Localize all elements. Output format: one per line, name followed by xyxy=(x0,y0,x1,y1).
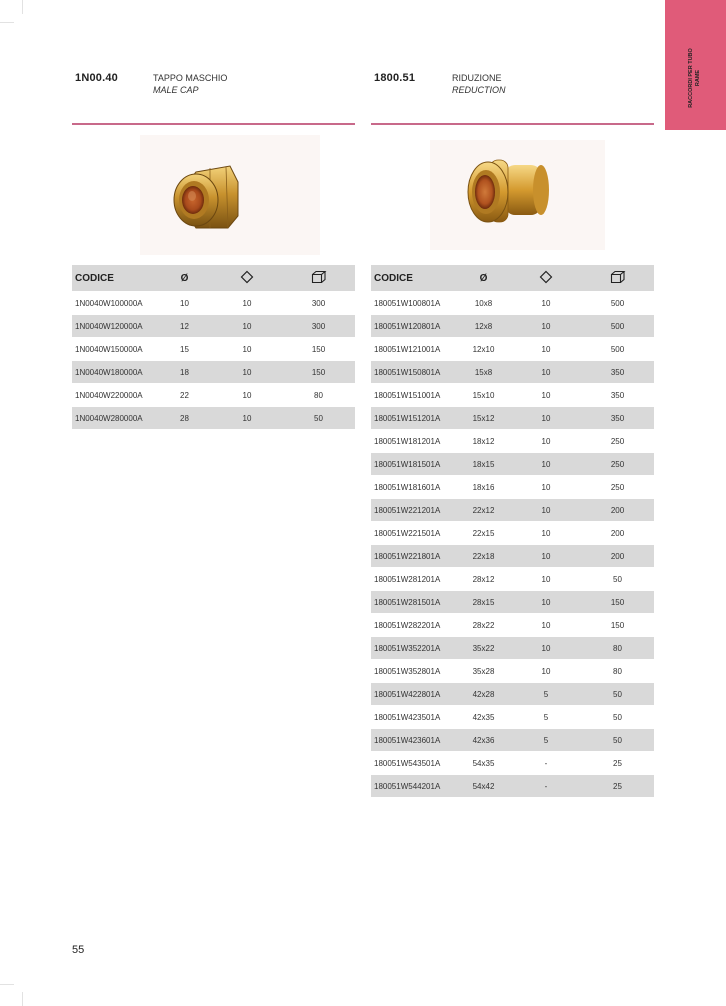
cell-diameter: 10x8 xyxy=(456,292,511,315)
cell-diameter: 18x12 xyxy=(456,430,511,453)
cell-codice: 180051W120801A xyxy=(371,315,456,338)
cell-diameter: 22x12 xyxy=(456,499,511,522)
product-name-it: RIDUZIONE xyxy=(452,73,502,83)
cell-codice: 180051W423501A xyxy=(371,706,456,729)
inner-box-icon xyxy=(511,265,581,292)
header-divider xyxy=(72,123,355,125)
inner-box-icon xyxy=(212,265,282,292)
column-header-diameter: Ø xyxy=(157,265,212,292)
cell-inner-pack: 10 xyxy=(511,568,581,591)
table-row xyxy=(371,568,654,591)
table-row xyxy=(371,453,654,476)
cell-diameter: 15x8 xyxy=(456,361,511,384)
cell-diameter: 15x12 xyxy=(456,407,511,430)
product-name-it: TAPPO MASCHIO xyxy=(153,73,228,83)
cell-codice: 180051W281201A xyxy=(371,568,456,591)
male-cap-spec-table xyxy=(72,265,355,430)
cell-outer-pack: 150 xyxy=(282,338,355,361)
cell-inner-pack: 10 xyxy=(212,338,282,361)
cell-outer-pack: 50 xyxy=(282,407,355,430)
product-name-en: MALE CAP xyxy=(153,85,199,95)
cell-inner-pack: 10 xyxy=(511,338,581,361)
cell-inner-pack: 10 xyxy=(511,637,581,660)
cell-outer-pack: 150 xyxy=(282,361,355,384)
cell-outer-pack: 80 xyxy=(581,660,654,683)
cell-codice: 1N0040W100000A xyxy=(72,292,157,315)
cell-codice: 180051W151001A xyxy=(371,384,456,407)
cell-diameter: 18x15 xyxy=(456,453,511,476)
cell-codice: 180051W121001A xyxy=(371,338,456,361)
cell-codice: 180051W352201A xyxy=(371,637,456,660)
cell-codice: 1N0040W280000A xyxy=(72,407,157,430)
cell-inner-pack: 10 xyxy=(511,545,581,568)
table-row xyxy=(371,614,654,637)
cell-outer-pack: 250 xyxy=(581,430,654,453)
cell-inner-pack: 10 xyxy=(511,660,581,683)
table-row xyxy=(371,775,654,798)
cell-diameter: 28x12 xyxy=(456,568,511,591)
table-row xyxy=(371,591,654,614)
cell-inner-pack: 10 xyxy=(511,430,581,453)
cell-inner-pack: 10 xyxy=(511,476,581,499)
cell-inner-pack: 10 xyxy=(212,315,282,338)
cell-outer-pack: 80 xyxy=(581,637,654,660)
cell-inner-pack: - xyxy=(511,775,581,798)
cell-inner-pack: 10 xyxy=(511,407,581,430)
table-row xyxy=(371,706,654,729)
cell-inner-pack: 10 xyxy=(212,407,282,430)
cell-inner-pack: 10 xyxy=(511,315,581,338)
table-row xyxy=(371,752,654,775)
cell-diameter: 28x15 xyxy=(456,591,511,614)
table-header-row xyxy=(72,265,355,292)
cell-codice: 180051W423601A xyxy=(371,729,456,752)
cell-inner-pack: 10 xyxy=(212,361,282,384)
table-row xyxy=(371,660,654,683)
table-row xyxy=(371,476,654,499)
cell-inner-pack: 10 xyxy=(511,614,581,637)
cell-diameter: 18x16 xyxy=(456,476,511,499)
cell-diameter: 12x8 xyxy=(456,315,511,338)
cell-codice: 180051W282201A xyxy=(371,614,456,637)
table-row xyxy=(72,384,355,407)
cell-outer-pack: 300 xyxy=(282,292,355,315)
cell-inner-pack: 10 xyxy=(212,384,282,407)
cell-diameter: 22 xyxy=(157,384,212,407)
cell-inner-pack: 10 xyxy=(511,384,581,407)
cell-diameter: 12x10 xyxy=(456,338,511,361)
cell-outer-pack: 50 xyxy=(581,683,654,706)
cell-codice: 180051W181201A xyxy=(371,430,456,453)
cell-outer-pack: 25 xyxy=(581,752,654,775)
header-divider xyxy=(371,123,654,125)
cell-outer-pack: 25 xyxy=(581,775,654,798)
outer-box-icon xyxy=(282,265,355,292)
cell-outer-pack: 80 xyxy=(282,384,355,407)
cell-codice: 180051W150801A xyxy=(371,361,456,384)
cell-codice: 180051W181501A xyxy=(371,453,456,476)
table-row xyxy=(72,361,355,384)
cell-outer-pack: 50 xyxy=(581,706,654,729)
table-row xyxy=(72,338,355,361)
cell-outer-pack: 350 xyxy=(581,361,654,384)
table-row xyxy=(371,499,654,522)
cell-diameter: 35x28 xyxy=(456,660,511,683)
product-code: 1800.51 xyxy=(374,72,416,84)
column-header-codice: CODICE xyxy=(72,265,157,292)
cell-outer-pack: 250 xyxy=(581,476,654,499)
cell-inner-pack: 5 xyxy=(511,706,581,729)
cell-diameter: 15 xyxy=(157,338,212,361)
cell-outer-pack: 500 xyxy=(581,292,654,315)
cell-codice: 180051W100801A xyxy=(371,292,456,315)
cell-codice: 180051W151201A xyxy=(371,407,456,430)
table-row xyxy=(371,683,654,706)
cell-outer-pack: 50 xyxy=(581,568,654,591)
cell-outer-pack: 200 xyxy=(581,499,654,522)
page-number: 55 xyxy=(72,944,85,956)
table-row xyxy=(371,407,654,430)
cell-inner-pack: 10 xyxy=(511,591,581,614)
cell-diameter: 15x10 xyxy=(456,384,511,407)
cell-outer-pack: 350 xyxy=(581,384,654,407)
cell-codice: 180051W422801A xyxy=(371,683,456,706)
cell-inner-pack: 10 xyxy=(511,453,581,476)
cell-outer-pack: 200 xyxy=(581,522,654,545)
cell-outer-pack: 250 xyxy=(581,453,654,476)
cell-codice: 1N0040W180000A xyxy=(72,361,157,384)
cell-codice: 180051W221201A xyxy=(371,499,456,522)
cell-codice: 1N0040W120000A xyxy=(72,315,157,338)
cell-inner-pack: 10 xyxy=(511,499,581,522)
cell-diameter: 22x15 xyxy=(456,522,511,545)
cell-inner-pack: 5 xyxy=(511,729,581,752)
table-row xyxy=(371,338,654,361)
cell-codice: 180051W543501A xyxy=(371,752,456,775)
cell-diameter: 35x22 xyxy=(456,637,511,660)
cell-inner-pack: 10 xyxy=(212,292,282,315)
cell-diameter: 42x35 xyxy=(456,706,511,729)
cell-codice: 180051W181601A xyxy=(371,476,456,499)
table-row xyxy=(371,430,654,453)
table-row xyxy=(371,637,654,660)
cell-outer-pack: 50 xyxy=(581,729,654,752)
cell-codice: 1N0040W150000A xyxy=(72,338,157,361)
cell-codice: 1N0040W220000A xyxy=(72,384,157,407)
product-name-en: REDUCTION xyxy=(452,85,506,95)
reduction-spec-table xyxy=(371,265,654,798)
cell-diameter: 42x28 xyxy=(456,683,511,706)
cell-codice: 180051W221501A xyxy=(371,522,456,545)
cell-inner-pack: 10 xyxy=(511,522,581,545)
table-row xyxy=(371,522,654,545)
cell-diameter: 10 xyxy=(157,292,212,315)
product-code: 1N00.40 xyxy=(75,72,118,84)
cell-outer-pack: 500 xyxy=(581,315,654,338)
table-row xyxy=(72,407,355,430)
cell-codice: 180051W352801A xyxy=(371,660,456,683)
cell-outer-pack: 150 xyxy=(581,614,654,637)
column-header-codice: CODICE xyxy=(371,265,456,292)
section-tab-line2: RAME xyxy=(695,69,701,87)
section-tab-label xyxy=(688,48,702,108)
cell-diameter: 22x18 xyxy=(456,545,511,568)
product-header-male-cap xyxy=(75,72,355,102)
reduction-image xyxy=(420,130,620,260)
male-cap-image xyxy=(110,130,330,260)
cell-outer-pack: 200 xyxy=(581,545,654,568)
product-header-reduction xyxy=(374,72,654,102)
cell-outer-pack: 150 xyxy=(581,591,654,614)
table-row xyxy=(371,292,654,315)
cell-outer-pack: 500 xyxy=(581,338,654,361)
table-row xyxy=(72,315,355,338)
cell-diameter: 28 xyxy=(157,407,212,430)
cell-codice: 180051W281501A xyxy=(371,591,456,614)
table-row xyxy=(371,384,654,407)
outer-box-icon xyxy=(581,265,654,292)
cell-diameter: 54x42 xyxy=(456,775,511,798)
cell-diameter: 18 xyxy=(157,361,212,384)
cell-inner-pack: - xyxy=(511,752,581,775)
cell-inner-pack: 10 xyxy=(511,292,581,315)
cell-codice: 180051W544201A xyxy=(371,775,456,798)
cell-diameter: 12 xyxy=(157,315,212,338)
cell-diameter: 28x22 xyxy=(456,614,511,637)
cell-outer-pack: 300 xyxy=(282,315,355,338)
cell-diameter: 42x36 xyxy=(456,729,511,752)
cell-codice: 180051W221801A xyxy=(371,545,456,568)
table-row xyxy=(72,292,355,315)
section-tab xyxy=(665,0,726,130)
cell-inner-pack: 5 xyxy=(511,683,581,706)
cell-outer-pack: 350 xyxy=(581,407,654,430)
cell-inner-pack: 10 xyxy=(511,361,581,384)
table-header-row xyxy=(371,265,654,292)
table-row xyxy=(371,361,654,384)
column-header-diameter: Ø xyxy=(456,265,511,292)
cell-diameter: 54x35 xyxy=(456,752,511,775)
table-row xyxy=(371,729,654,752)
section-tab-line1: RACCORDI PER TUBO xyxy=(688,48,694,108)
table-row xyxy=(371,315,654,338)
table-row xyxy=(371,545,654,568)
